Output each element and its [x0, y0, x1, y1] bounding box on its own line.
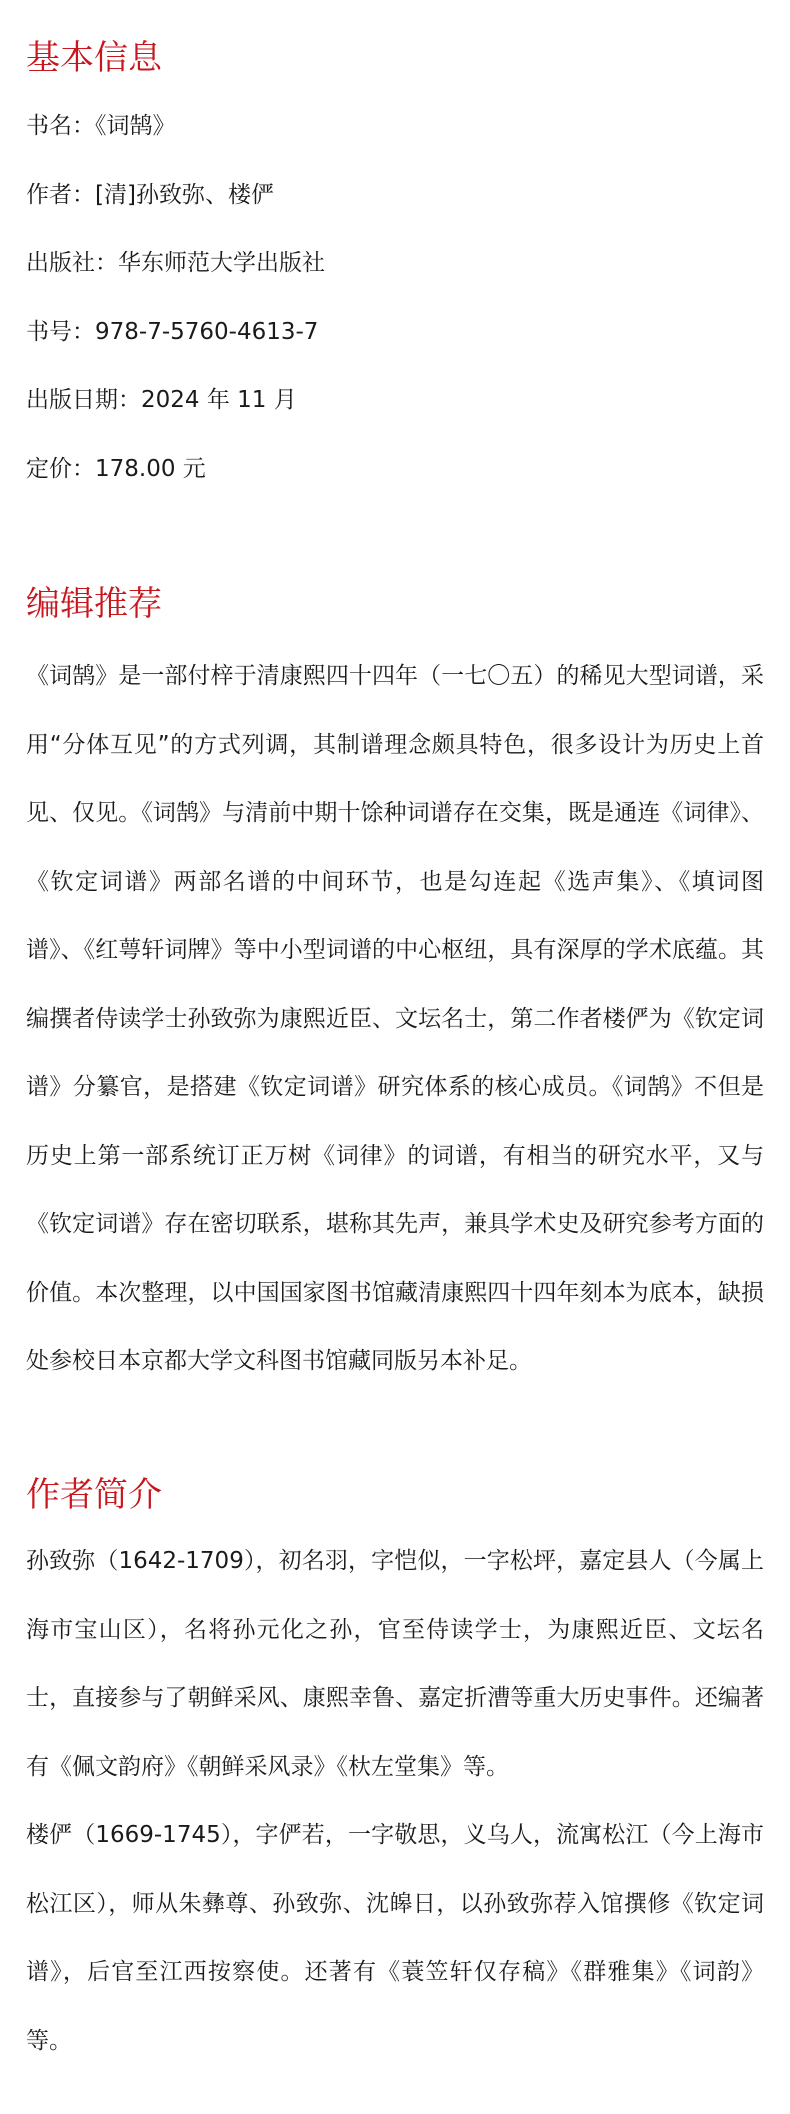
- author-line: 作者：[清]孙致弥、楼俨: [26, 181, 274, 208]
- publisher-line: 出版社：华东师范大学出版社: [26, 250, 325, 276]
- price-line: 定价：178.00 元: [26, 455, 206, 482]
- section-title-author-intro: 作者简介: [26, 1475, 162, 1515]
- book-title-line: 书名：《词鹄》: [26, 113, 176, 139]
- author-bio-sun-zhimi: 孙致弥（1642-1709），初名羽，字恺似，一字松坪，嘉定县人（今属上海市宝山区），名将孙元化之孙，官至侍读学士，为康熙近臣、文坛名士，直接参与了朝鲜采风、康熙幸鲁、嘉定折漕等重大历史事件。还编著有《佩文韵府》《朝鲜采风录》《杕左堂集》等。: [26, 1548, 764, 1780]
- section-title-editor-recommendation: 编辑推荐: [26, 584, 162, 624]
- author-bio-lou-yan: 楼俨（1669-1745），字俨若，一字敬思，义乌人，流寓松江（今上海市松江区），师从朱彝尊、孙致弥、沈皞日，以孙致弥荐入馆撰修《钦定词谱》，后官至江西按察使。还著有《蓑笠轩仅存稿》《群雅集》《词韵》等。: [26, 1822, 764, 2054]
- author-intro-section: [26, 1475, 764, 2075]
- publish-date-line: 出版日期：2024 年 11 月: [26, 387, 297, 413]
- isbn-line: 书号：978-7-5760-4613-7: [26, 318, 319, 345]
- editor-recommendation-section: [26, 584, 764, 1396]
- basic-info-section: [26, 38, 764, 522]
- editor-recommendation-paragraph: 《词鹄》是一部付梓于清康熙四十四年（一七〇五）的稀见大型词谱，采用“分体互见”的方式列调，其制谱理念颇具特色，很多设计为历史上首见、仅见。《词鹄》与清前中期十馀种词谱存在交集，既是通连《词律》、《钦定词谱》两部名谱的中间环节，也是勾连起《选声集》、《填词图谱》、《红萼轩词牌》等中小型词谱的中心枢纽，具有深厚的学术底蕴。其编撰者侍读学士孙致弥为康熙近臣、文坛名士，第二作者楼俨为《钦定词谱》分纂官，是搭建《钦定词谱》研究体系的核心成员。《词鹄》不但是历史上第一部系统订正万树《词律》的词谱，有相当的研究水平，又与《钦定词谱》存在密切联系，堪称其先声，兼具学术史及研究参考方面的价值。本次整理，以中国国家图书馆藏清康熙四十四年刻本为底本，缺损处参校日本京都大学文科图书馆藏同版另本补足。: [26, 663, 764, 1374]
- section-title-basic-info: 基本信息: [26, 38, 162, 78]
